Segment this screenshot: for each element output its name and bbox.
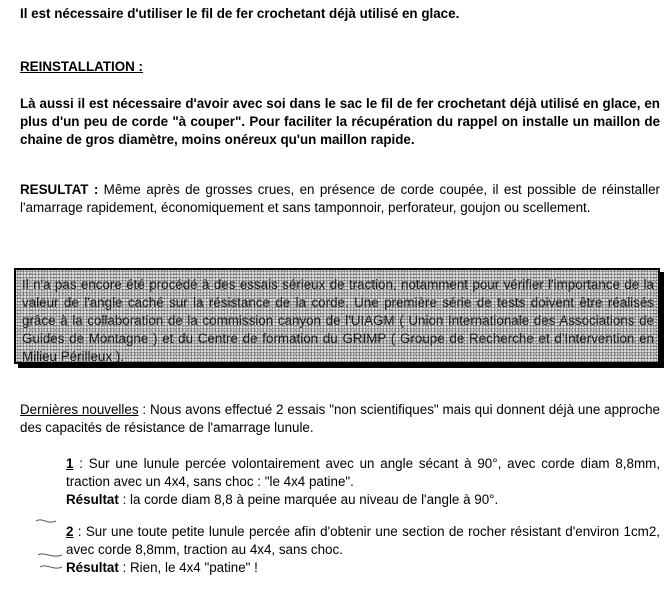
test-result-label: Résultat — [66, 560, 119, 575]
result-text: Même après de grosses crues, en présence de corde coupée, il est possible de réinstaller l'amarrage rapidement, économiquement et sans tamponnoir, perforateur, goujon ou scellement. — [20, 182, 660, 215]
reinstallation-heading: REINSTALLATION : — [20, 59, 143, 74]
result-label: RESULTAT : — [20, 182, 99, 197]
handwritten-mark-icon — [34, 515, 66, 575]
result-paragraph — [20, 181, 660, 217]
reinstallation-body: Là aussi il est nécessaire d'avoir avec soi dans le sac le fil de fer crochetant déjà utilisé en glace, en plus d'un peu de corde "à couper". Pour faciliter la récupération du rappel on installe un maillon de chaine de gros diamètre, moins onéreux qu'un maillon rapide. — [20, 96, 660, 147]
test-result-text: : la corde diam 8,8 à peine marquée au niveau de l'angle à 90°. — [118, 492, 499, 507]
warning-box — [14, 268, 660, 364]
test-result-text: : Rien, le 4x4 "patine" ! — [118, 560, 258, 575]
test-separator: : — [73, 524, 82, 539]
test-description: Sur une toute petite lunule percée afin d'obtenir une section de rocher résistant d'environ 1cm2, avec corde 8,8mm, traction au 4x4, sans choc. — [66, 524, 660, 557]
test-item — [66, 523, 660, 577]
test-number: 2 — [66, 524, 74, 539]
test-description: Sur une lunule percée volontairement avec un angle sécant à 90°, avec corde diam 8,8mm, traction avec un 4x4, sans choc : "le 4x4 patine". — [66, 456, 660, 489]
news-paragraph — [20, 401, 660, 437]
test-number: 1 — [66, 456, 74, 471]
news-text: : Nous avons effectué 2 essais "non scientifiques" mais qui donnent déjà une approche des capacités de résistance de l'amarrage lunule. — [20, 402, 660, 435]
intro-line: Il est nécessaire d'utiliser le fil de fer crochetant déjà utilisé en glace. — [20, 6, 460, 21]
test-item — [66, 455, 660, 509]
test-separator: : — [73, 456, 83, 471]
test-result-label: Résultat — [66, 492, 119, 507]
news-label: Dernières nouvelles — [20, 402, 139, 417]
warning-text: Il n'a pas encore été procédé à des essais sérieux de traction, notamment pour vérifier l'importance de la valeur de l'angle caché sur la résistance de la corde. Une première série de tests doivent être réalisés grâce à la collaboration de la commission canyon de l'UIAGM ( Union Internationale des Associations de Guides de Montagne ) et du Centre de formation du GRIMP ( Groupe de Recherche et d'Intervention en Milieu Périlleux ). — [22, 277, 654, 364]
